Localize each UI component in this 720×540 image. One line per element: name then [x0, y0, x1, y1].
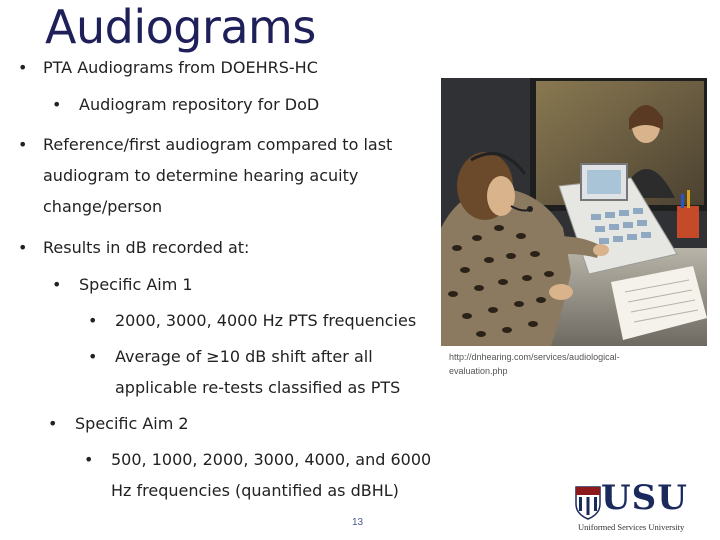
bullet-text: Specific Aim 1: [79, 275, 193, 294]
bullet-marker: •: [52, 95, 62, 114]
bullet-marker: •: [18, 238, 28, 257]
bullet-marker: •: [18, 58, 28, 77]
bullet-text-line: 500, 1000, 2000, 3000, 4000, and 6000: [111, 450, 432, 469]
usu-logo: [573, 478, 708, 534]
logo-wordmark: USU: [601, 478, 688, 518]
bullet-text-line: Average of ≥10 dB shift after all: [115, 347, 373, 366]
bullet-specific-aim-1: [52, 269, 193, 300]
bullet-reference-audiogram: [18, 129, 393, 222]
bullet-text-line: Reference/first audiogram compared to last: [43, 135, 393, 154]
bullet-pts-frequencies: [88, 305, 417, 336]
bullet-results: [18, 232, 250, 263]
bullet-frequencies-dbhl: [84, 444, 432, 506]
page-number: 13: [352, 517, 364, 528]
bullet-repository: [52, 89, 320, 120]
bullet-marker: •: [84, 450, 94, 469]
caption-line: evaluation.php: [449, 366, 508, 376]
bullet-text: Audiogram repository for DoD: [79, 95, 320, 114]
audiologist-photo-illustration: [441, 78, 707, 346]
bullet-text-line: Hz frequencies (quantified as dBHL): [111, 481, 399, 500]
audiologist-photo: [441, 78, 707, 346]
bullet-specific-aim-2: [48, 408, 189, 439]
bullet-marker: •: [18, 135, 28, 154]
bullet-marker: •: [48, 414, 58, 433]
caption-line: http://dnhearing.com/services/audiological-: [449, 352, 620, 362]
logo-subtitle: Uniformed Services University: [578, 522, 685, 532]
bullet-text-line: audiogram to determine hearing acuity: [43, 166, 359, 185]
bullet-text-line: applicable re-tests classified as PTS: [115, 378, 401, 397]
bullet-text: Specific Aim 2: [75, 414, 189, 433]
bullet-marker: •: [88, 311, 98, 330]
shield-icon: [575, 486, 601, 520]
bullet-average-shift: [88, 341, 401, 403]
bullet-marker: •: [88, 347, 98, 366]
bullet-pta-audiograms: [18, 52, 318, 83]
slide-title: Audiograms: [45, 0, 316, 54]
photo-caption: [449, 350, 689, 378]
bullet-text: Results in dB recorded at:: [43, 238, 250, 257]
bullet-text-line: change/person: [43, 197, 163, 216]
bullet-marker: •: [52, 275, 62, 294]
bullet-text: PTA Audiograms from DOEHRS-HC: [43, 58, 318, 77]
bullet-text: 2000, 3000, 4000 Hz PTS frequencies: [115, 311, 417, 330]
